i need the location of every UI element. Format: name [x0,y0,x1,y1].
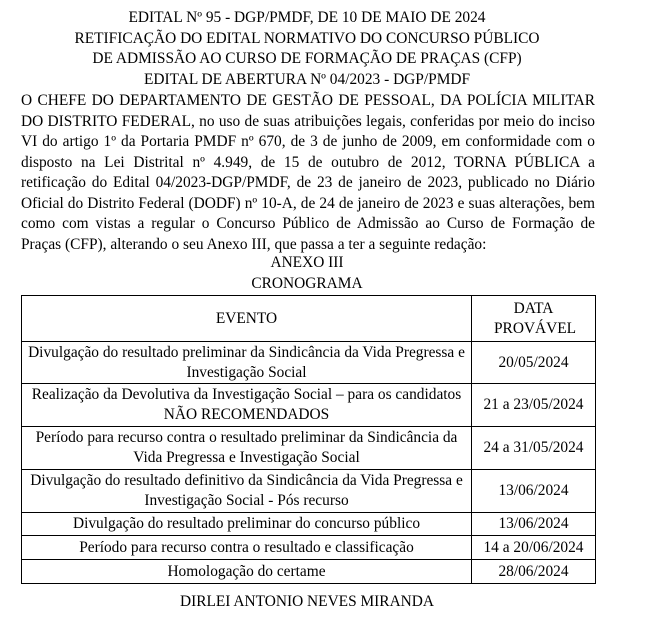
table-row [22,470,596,513]
schedule-table [21,295,596,584]
date-cell: 28/06/2024 [472,560,596,584]
event-cell: Divulgação do resultado preliminar da Sindicância da Vida Pregressa e Investigação Social [22,342,472,384]
body-paragraph [21,91,595,255]
table-row [22,536,596,560]
signature-name: DIRLEI ANTONIO NEVES MIRANDA [179,593,435,610]
body-lead: O CHEFE DO DEPARTAMENTO DE GESTÃO DE PESSOAL, DA POLÍCIA MILITAR DO DISTRITO FEDERAL [21,92,595,130]
course-heading: DE ADMISSÃO AO CURSO DE FORMAÇÃO DE PRAÇAS (CFP) [92,50,522,67]
table-row [22,342,596,384]
date-column-header: DATA PROVÁVEL [472,296,596,342]
retification-heading: RETIFICAÇÃO DO EDITAL NORMATIVO DO CONCURSO PÚBLICO [74,30,540,47]
event-cell: Período para recurso contra o resultado e classificação [22,536,472,560]
opening-edital-heading: EDITAL DE ABERTURA Nº 04/2023 - DGP/PMDF [143,71,471,88]
date-cell: 13/06/2024 [472,470,596,513]
table-row [22,560,596,584]
table-row [22,513,596,536]
table-row [22,427,596,470]
date-cell: 14 a 20/06/2024 [472,536,596,560]
table-row [22,384,596,427]
date-cell: 24 a 31/05/2024 [472,427,596,470]
body-text: , no uso de suas atribuições legais, conferidas por meio do inciso VI do artigo 1º da Portaria PMDF nº 670, de 3 de junho de 2009, em conformidade com o disposto na Lei Distrital nº 4.949, de 15 de outubro de 2012, TORNA PÚBLICA a retificação do Edital 04/2023-DGP/PMDF, de 23 de janeiro de 2023, publicado no Diário Oficial do Distrito Federal (DODF) nº 10-A, de 24 de janeiro de 2023 e suas alterações, bem como com vistas a regular o Concurso Público de Admissão ao Curso de Formação de Praças (CFP), alterando o seu Anexo III, que passa a ter a seguinte redação: [21,112,595,253]
event-cell: Divulgação do resultado preliminar do concurso público [22,513,472,536]
event-column-header: EVENTO [22,296,472,342]
event-cell: Período para recurso contra o resultado preliminar da Sindicância da Vida Pregressa e Investigação Social [22,427,472,470]
table-header-row [22,296,596,342]
annex-subtitle: CRONOGRAMA [251,275,363,292]
date-cell: 21 a 23/05/2024 [472,384,596,427]
date-cell: 13/06/2024 [472,513,596,536]
event-cell: Divulgação do resultado definitivo da Sindicância da Vida Pregressa e Investigação Social - Pós recurso [22,470,472,513]
event-cell: Realização da Devolutiva da Investigação Social – para os candidatos NÃO RECOMENDADOS [22,384,472,427]
annex-title: ANEXO III [270,254,344,271]
date-cell: 20/05/2024 [472,342,596,384]
edital-number-heading: EDITAL Nº 95 - DGP/PMDF, DE 10 DE MAIO DE 2024 [128,9,486,26]
event-cell: Homologação do certame [22,560,472,584]
